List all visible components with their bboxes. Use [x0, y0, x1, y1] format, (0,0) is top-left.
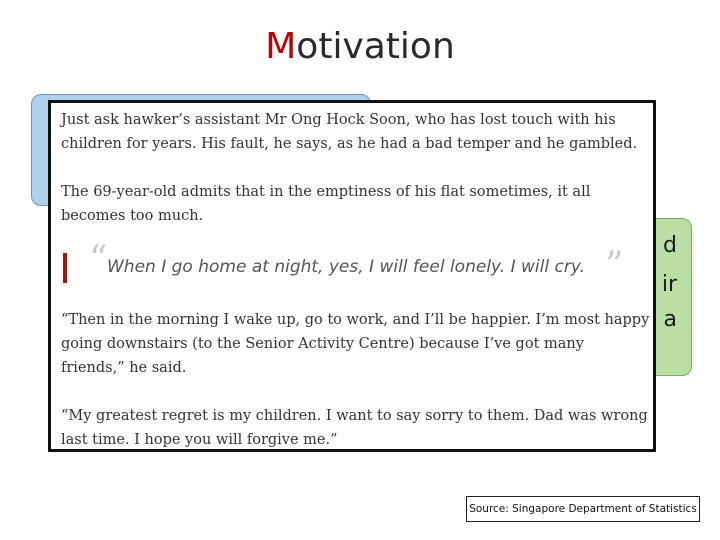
slide-title-rest: otivation	[296, 26, 455, 67]
source-caption: Source: Singapore Department of Statistics	[466, 496, 700, 522]
close-quote-icon: ”	[605, 245, 624, 286]
article-paragraph-1: Just ask hawker’s assistant Mr Ong Hock Soon, who has lost touch with his children for years. His fault, he says, as he had a bad temper and he gambled.	[61, 112, 638, 152]
pull-quote	[61, 239, 651, 289]
article-paragraph-4: “My greatest regret is my children. I want to say sorry to them. Dad was wrong last time. I hope you will forgive me.”	[61, 408, 648, 448]
green-callout-line-2: ir	[661, 272, 677, 297]
green-callout-line-1: d	[663, 233, 677, 258]
slide-title-initial: M	[265, 26, 297, 67]
open-quote-icon: “	[89, 239, 108, 280]
pull-quote-text: When I go home at night, yes, I will feel lonely. I will cry.	[107, 257, 585, 277]
pull-quote-bar	[63, 253, 67, 283]
green-callout-line-3: a	[663, 307, 677, 332]
slide-title	[0, 26, 720, 67]
article-paragraph-3: “Then in the morning I wake up, go to work, and I’ll be happier. I’m most happy going downstairs (to the Senior Activity Centre) because I’ve got many friends,” he said.	[61, 312, 650, 376]
news-article-excerpt	[48, 100, 656, 452]
article-paragraph-2: The 69-year-old admits that in the emptiness of his flat sometimes, it all becomes too much.	[61, 184, 591, 224]
